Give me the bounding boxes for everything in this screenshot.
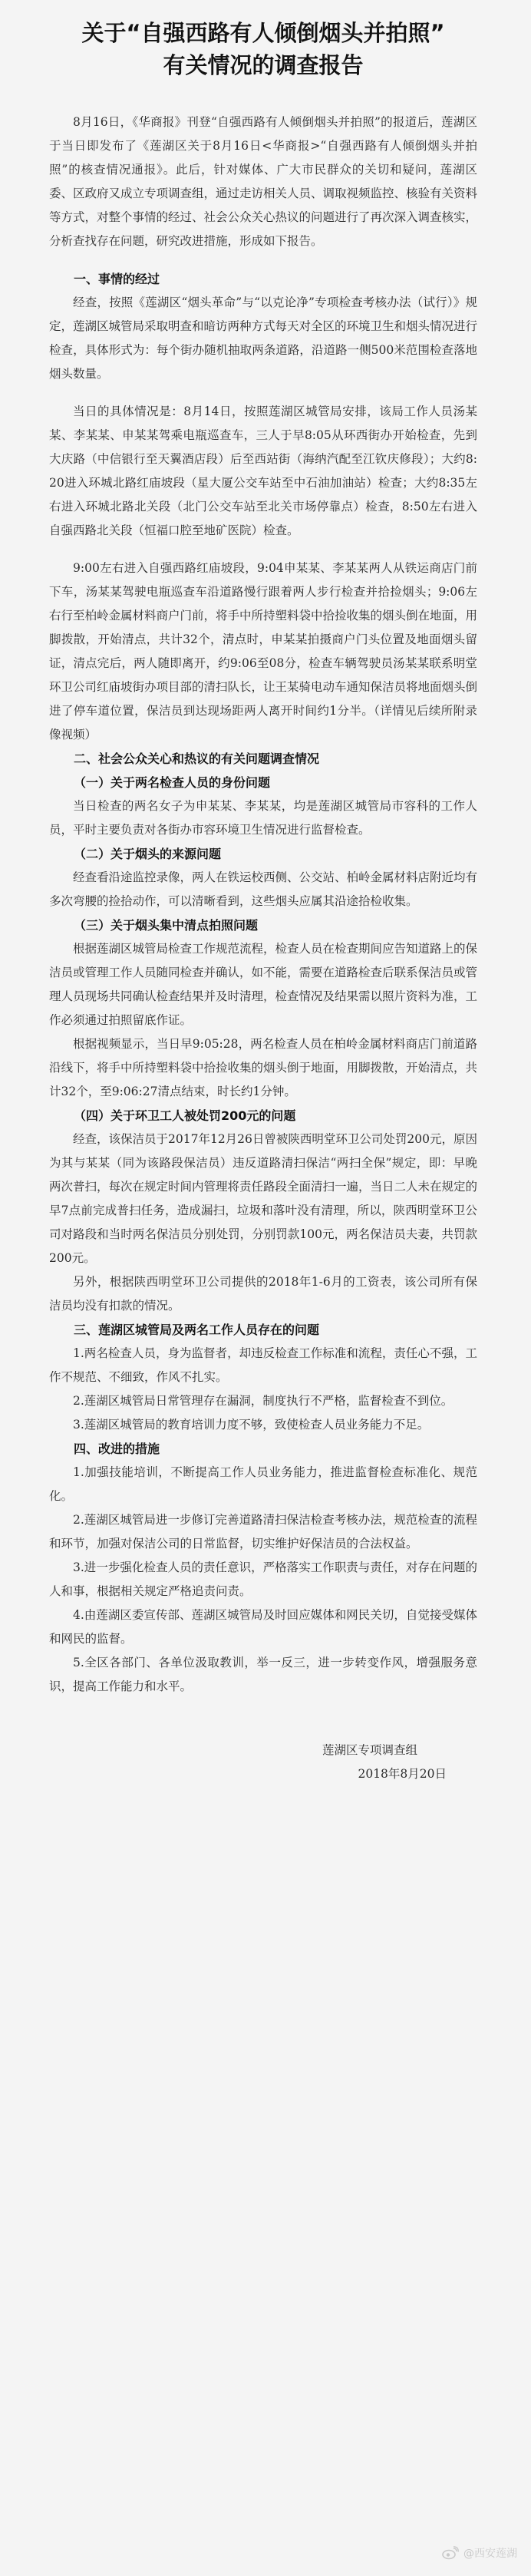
section-1-paragraph-1: 经查，按照《莲湖区“烟头革命”与“以克论净”专项检查考核办法（试行）》规定，莲湖区城管局采取明查和暗访两种方式每天对全区的环境卫生和烟头情况进行检查，具体形式为：每个街办随机抽取两条道路，沿道路一侧500米范围检查落地烟头数量。 xyxy=(49,296,478,381)
section-1-heading: 一、事情的经过 xyxy=(74,272,160,286)
title-line-1: 关于“自强西路有人倾倒烟头并拍照” xyxy=(81,20,445,46)
section-2-subheading-2: （二）关于烟头的来源问题 xyxy=(74,847,222,861)
section-4-item-2: 2.莲湖区城管局进一步修订完善道路清扫保洁检查考核办法，规范检查的流程和环节，加强对保洁公司的日常监督，切实维护好保洁员的合法权益。 xyxy=(49,1513,477,1551)
section-2-paragraph-3b: 根据视频显示，当日早9:05:28，两名检查人员在柏岭金属材料商店门前道路沿线下，将手中所持塑料袋中拾捡收集的烟头倒于地面，用脚拨散，开始清点，共计32个，至9:06:27清点结束，时长约1分钟。 xyxy=(49,1037,478,1098)
section-3-item-2: 2.莲湖区城管局日常管理存在漏洞，制度执行不严格，监督检查不到位。 xyxy=(73,1394,453,1408)
section-2-heading: 二、社会公众关心和热议的有关问题调查情况 xyxy=(74,751,320,766)
weibo-logo-icon xyxy=(442,2546,459,2560)
signature: 莲湖区专项调查组 xyxy=(322,1743,417,1757)
section-1-paragraph-3: 9:00左右进入自强西路红庙坡段，9:04申某某、李某某两人从铁运商店门前下车，汤某某驾驶电瓶巡查车沿道路慢行跟着两人步行检查并拾捡烟头；9:06左右行至柏岭金属材料商户门前，将手中所持塑料袋中拾捡收集的烟头倒在地面，用脚拨散，开始清点，共计32个，清点时，申某某拍摄商户门头位置及地面烟头留证，清点完后，两人随即离开，约9:06至08分，检查车辆驾驶员汤某某联系明堂环卫公司红庙坡街办项目部的清扫队长，让王某骑电动车通知保洁员将地面烟头倒进了停车道位置，保洁员到达现场距两人离开时间约1分半。（详情见后续所附录像视频） xyxy=(49,561,478,741)
section-2-paragraph-4a: 经查，该保洁员于2017年12月26日曾被陕西明堂环卫公司处罚200元，原因为其与某某（同为该路段保洁员）违反道路清扫保洁“两扫全保”规定，即：早晚两次普扫，每次在规定时间内管理将责任路段全面清扫一遍，当日二人未在规定的早7点前完成普扫任务，造成漏扫，垃圾和落叶没有清理，所以，陕西明堂环卫公司对路段和当时两名保洁员分别处罚，分别罚款100元，两名保洁员夫妻，共罚款200元。 xyxy=(49,1132,478,1265)
section-2-paragraph-2: 经查看沿途监控录像，两人在铁运校西侧、公交站、柏岭金属材料店附近均有多次弯腰的捡拾动作，可以清晰看到，这些烟头应属其沿途拾检收集。 xyxy=(49,870,478,908)
title-line-2: 有关情况的调查报告 xyxy=(163,52,364,78)
section-2-subheading-4: （四）关于环卫工人被处罚200元的问题 xyxy=(74,1108,296,1123)
section-4-item-1: 1.加强技能培训，不断提高工作人员业务能力，推进监督检查标准化、规范化。 xyxy=(49,1465,477,1503)
section-2-subheading-3: （三）关于烟头集中清点拍照问题 xyxy=(74,918,259,933)
section-4-heading: 四、改进的措施 xyxy=(74,1442,160,1456)
section-2-subheading-1: （一）关于两名检查人员的身份问题 xyxy=(74,775,271,790)
report-title xyxy=(49,17,477,81)
section-2-paragraph-4b: 另外，根据陕西明堂环卫公司提供的2018年1-6月的工资表，该公司所有保洁员均没有扣款的情况。 xyxy=(49,1275,477,1313)
watermark xyxy=(442,2545,517,2561)
section-2-paragraph-3a: 根据莲湖区城管局检查工作规范流程，检查人员在检查期间应告知道路上的保洁员或管理工作人员随同检查并确认，如不能，需要在道路检查后联系保洁员或管理人员现场共同确认检查结果并及时清理，检查情况及结果需以照片资料为准，工作必须通过拍照留底作证。 xyxy=(49,942,478,1027)
section-1-paragraph-2: 当日的具体情况是：8月14日，按照莲湖区城管局安排，该局工作人员汤某某、李某某、申某某驾乘电瓶巡查车，三人于早8:05从环西街办开始检查，先到大庆路（中信银行至天翼酒店段）后至西站街（海纳汽配至江钦庆修段）；大约8:20进入环城北路红庙坡段（星大厦公交车站至中石油加油站）检查；大约8:35左右进入环城北路北关段（北门公交车站至北关市场停靠点）检查，8:50左右进入自强西路北关段（恒福口腔至地矿医院）检查。 xyxy=(49,405,477,537)
section-4-item-4: 4.由莲湖区委宣传部、莲湖区城管局及时回应媒体和网民关切，自觉接受媒体和网民的监督。 xyxy=(49,1608,477,1646)
section-3-item-3: 3.莲湖区城管局的教育培训力度不够，致使检查人员业务能力不足。 xyxy=(73,1418,430,1432)
section-4-item-3: 3.进一步强化检查人员的责任意识，严格落实工作职责与责任，对存在问题的人和事，根据相关规定严格追责问责。 xyxy=(49,1560,477,1598)
section-3-item-1: 1.两名检查人员，身为监督者，却违反检查工作标准和流程，责任心不强，工作不规范、不细致，作风不扎实。 xyxy=(49,1346,477,1384)
watermark-text: @西安莲湖 xyxy=(463,2548,517,2560)
section-3-heading: 三、莲湖区城管局及两名工作人员存在的问题 xyxy=(74,1323,320,1337)
section-2-paragraph-1: 当日检查的两名女子为申某某、李某某，均是莲湖区城管局市容科的工作人员，平时主要负责对各街办市容环境卫生情况进行监督检查。 xyxy=(49,799,477,837)
intro-paragraph: 8月16日，《华商报》刊登“自强西路有人倾倒烟头并拍照”的报道后，莲湖区于当日即发布了《莲湖区关于8月16日<华商报>“自强西路有人倾倒烟头并拍照”的核查情况通报》。此后，针对媒体、广大市民群众的关切和疑问，莲湖区委、区政府又成立专项调查组，通过走访相关人员、调取视频监控、核验有关资料等方式，对整个事情的经过、社会公众关心热议的问题进行了再次深入调查核实，分析查找存在问题，研究改进措施，形成如下报告。 xyxy=(49,115,478,248)
report-date: 2018年8月20日 xyxy=(358,1767,447,1781)
section-4-item-5: 5.全区各部门、各单位汲取教训，举一反三，进一步转变作风，增强服务意识，提高工作能力和水平。 xyxy=(49,1656,477,1693)
